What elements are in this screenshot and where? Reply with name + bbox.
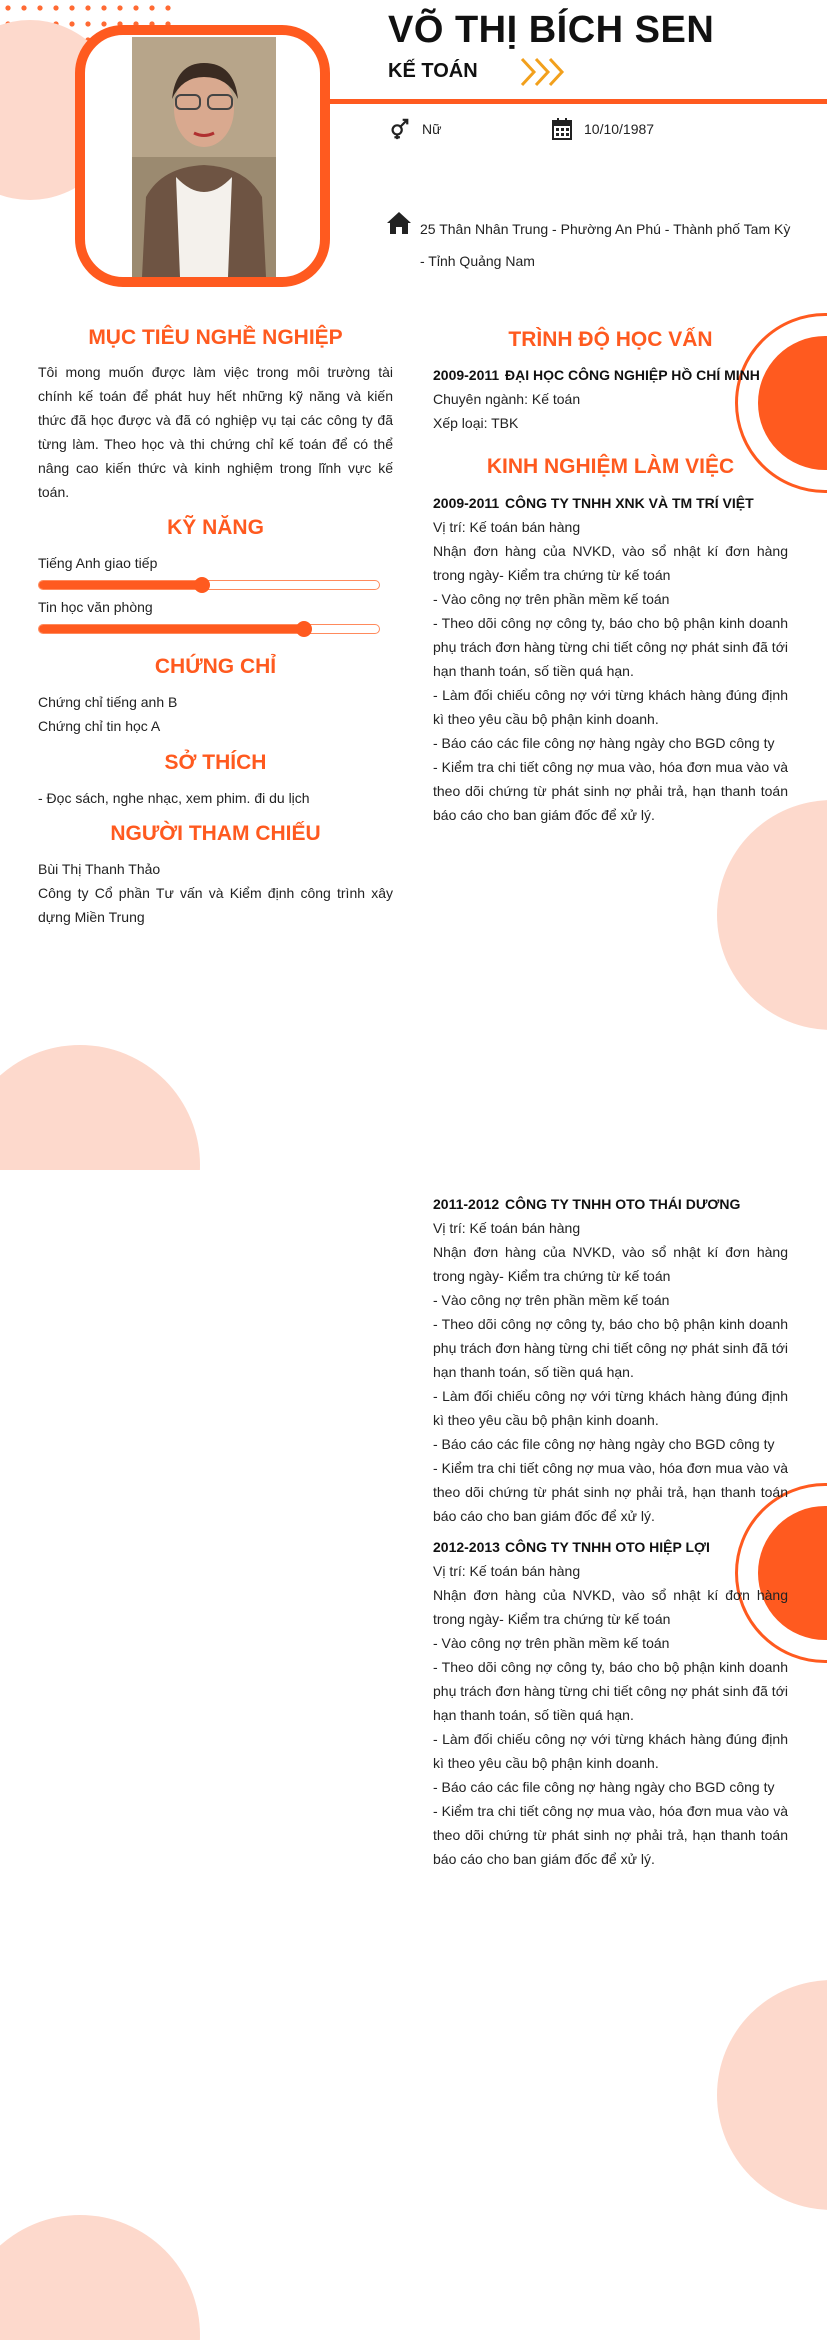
reference-company: Công ty Cổ phần Tư vấn và Kiểm định công trình xây dựng Miền Trung bbox=[38, 885, 393, 925]
address-line-1: 25 Thân Nhân Trung - Phường An Phú - Thành phố Tam Kỳ bbox=[420, 221, 791, 237]
education-school: ĐẠI HỌC CÔNG NGHIỆP HỒ CHÍ MINH bbox=[505, 367, 760, 383]
job-period: 2009-2011 bbox=[433, 495, 500, 511]
gender-info bbox=[388, 118, 441, 140]
deco-circle bbox=[0, 1045, 200, 1170]
skill-name: Tiếng Anh giao tiếp bbox=[38, 555, 158, 571]
hobbies-text: - Đọc sách, nghe nhạc, xem phim. đi du lịch bbox=[38, 790, 310, 806]
header-divider bbox=[330, 99, 827, 104]
skill-bar-knob bbox=[296, 621, 312, 637]
experience-title: KINH NGHIỆM LÀM VIỆC bbox=[486, 455, 735, 478]
hobbies-title: SỞ THÍCH bbox=[164, 751, 267, 774]
certificate-item: Chứng chỉ tiếng anh B bbox=[38, 694, 178, 710]
profile-photo bbox=[132, 37, 276, 277]
job-description: Nhận đơn hàng của NVKD, vào sổ nhật kí đơn hàng trong ngày- Kiểm tra chứng từ kế toán - Vào công nợ trên phần mềm kế toán - Theo dõi công nợ công ty, báo cho bộ phận kinh doanh phụ trách đơn hàng từng chi tiết công nợ phát sinh đã tới hạn thanh toán, số tiền quá hạn. - Làm đối chiếu công nợ với từng khách hàng đúng định kì theo yêu cầu bộ phận kinh doanh. - Báo cáo các file công nợ hàng ngày cho BGD công ty - Kiểm tra chi tiết công nợ mua vào, hóa đơn mua vào và theo dõi chứng từ phát sinh nợ phải trả, hạn thanh toán báo cáo cho ban giám đốc để xử lý. bbox=[433, 543, 788, 823]
education-period: 2009-2011 bbox=[433, 367, 500, 383]
chevrons-icon bbox=[520, 57, 566, 87]
job-period: 2011-2012 bbox=[433, 1196, 500, 1212]
references-title: NGƯỜI THAM CHIẾU bbox=[110, 822, 321, 845]
certificates-title: CHỨNG CHỈ bbox=[154, 655, 277, 678]
cv-page-2 bbox=[0, 1170, 827, 2340]
career-goal-text: Tôi mong muốn được làm việc trong môi trường tài chính kế toán để phát huy hết những kỹ năng và kiến thức đã học được và đã có nghiệp vụ tại các công ty đã từng làm. Theo học và thi chứng chỉ kế toán để có thể nâng cao kiến thức và kinh nghiệm trong lĩnh vực kế toán. bbox=[38, 364, 393, 500]
certificate-item: Chứng chỉ tin học A bbox=[38, 718, 161, 734]
address bbox=[420, 213, 810, 277]
skill-name: Tin học văn phòng bbox=[38, 599, 153, 615]
job-position: Vị trí: Kế toán bán hàng bbox=[433, 1563, 581, 1579]
skill-bar bbox=[38, 624, 380, 634]
job-heading bbox=[433, 491, 754, 515]
skills-title: KỸ NĂNG bbox=[167, 516, 264, 539]
reference-name: Bùi Thị Thanh Thảo bbox=[38, 861, 161, 877]
job-heading bbox=[433, 1192, 740, 1216]
gender-value: Nữ bbox=[422, 121, 442, 137]
career-goal-title: MỤC TIÊU NGHỀ NGHIỆP bbox=[88, 326, 343, 349]
gender-icon bbox=[388, 118, 410, 140]
home-icon bbox=[386, 211, 412, 235]
calendar-icon bbox=[552, 118, 572, 140]
birthdate-info bbox=[552, 118, 654, 140]
job-description: Nhận đơn hàng của NVKD, vào sổ nhật kí đơn hàng trong ngày- Kiểm tra chứng từ kế toán - Vào công nợ trên phần mềm kế toán - Theo dõi công nợ công ty, báo cho bộ phận kinh doanh phụ trách đơn hàng từng chi tiết công nợ phát sinh đã tới hạn thanh toán, số tiền quá hạn. - Làm đối chiếu công nợ với từng khách hàng đúng định kì theo yêu cầu bộ phận kinh doanh. - Báo cáo các file công nợ hàng ngày cho BGD công ty - Kiểm tra chi tiết công nợ mua vào, hóa đơn mua vào và theo dõi chứng từ phát sinh nợ phải trả, hạn thanh toán báo cáo cho ban giám đốc để xử lý. bbox=[433, 1244, 788, 1524]
job-company: CÔNG TY TNHH OTO HIỆP LỢI bbox=[505, 1539, 710, 1555]
job-description: Nhận đơn hàng của NVKD, vào sổ nhật kí đơn hàng trong ngày- Kiểm tra chứng từ kế toán - Vào công nợ trên phần mềm kế toán - Theo dõi công nợ công ty, báo cho bộ phận kinh doanh phụ trách đơn hàng từng chi tiết công nợ phát sinh đã tới hạn thanh toán, số tiền quá hạn. - Làm đối chiếu công nợ với từng khách hàng đúng định kì theo yêu cầu bộ phận kinh doanh. - Báo cáo các file công nợ hàng ngày cho BGD công ty - Kiểm tra chi tiết công nợ mua vào, hóa đơn mua vào và theo dõi chứng từ phát sinh nợ phải trả, hạn thanh toán báo cáo cho ban giám đốc để xử lý. bbox=[433, 1587, 788, 1867]
job-position: Vị trí: Kế toán bán hàng bbox=[433, 519, 581, 535]
job-company: CÔNG TY TNHH XNK VÀ TM TRÍ VIỆT bbox=[505, 495, 754, 511]
deco-circle bbox=[0, 2215, 200, 2340]
full-name: VÕ THỊ BÍCH SEN bbox=[388, 9, 715, 51]
birthdate-value: 10/10/1987 bbox=[584, 121, 655, 137]
job-company: CÔNG TY TNHH OTO THÁI DƯƠNG bbox=[505, 1196, 741, 1212]
job-heading bbox=[433, 1535, 710, 1559]
skill-bar bbox=[38, 580, 380, 590]
address-line-2: - Tỉnh Quảng Nam bbox=[420, 253, 535, 269]
education-heading bbox=[433, 363, 760, 387]
job-position: Vị trí: Kế toán bán hàng bbox=[433, 1220, 581, 1236]
education-title: TRÌNH ĐỘ HỌC VẤN bbox=[508, 328, 713, 351]
skill-bar-fill bbox=[39, 581, 202, 589]
job-title: KẾ TOÁN bbox=[388, 60, 478, 82]
education-rank: Xếp loại: TBK bbox=[433, 415, 519, 431]
skill-bar-fill bbox=[39, 625, 304, 633]
job-period: 2012-2013 bbox=[433, 1539, 500, 1555]
skill-bar-knob bbox=[194, 577, 210, 593]
deco-circle bbox=[717, 800, 827, 1030]
deco-circle bbox=[717, 1980, 827, 2210]
education-major: Chuyên ngành: Kế toán bbox=[433, 391, 581, 407]
